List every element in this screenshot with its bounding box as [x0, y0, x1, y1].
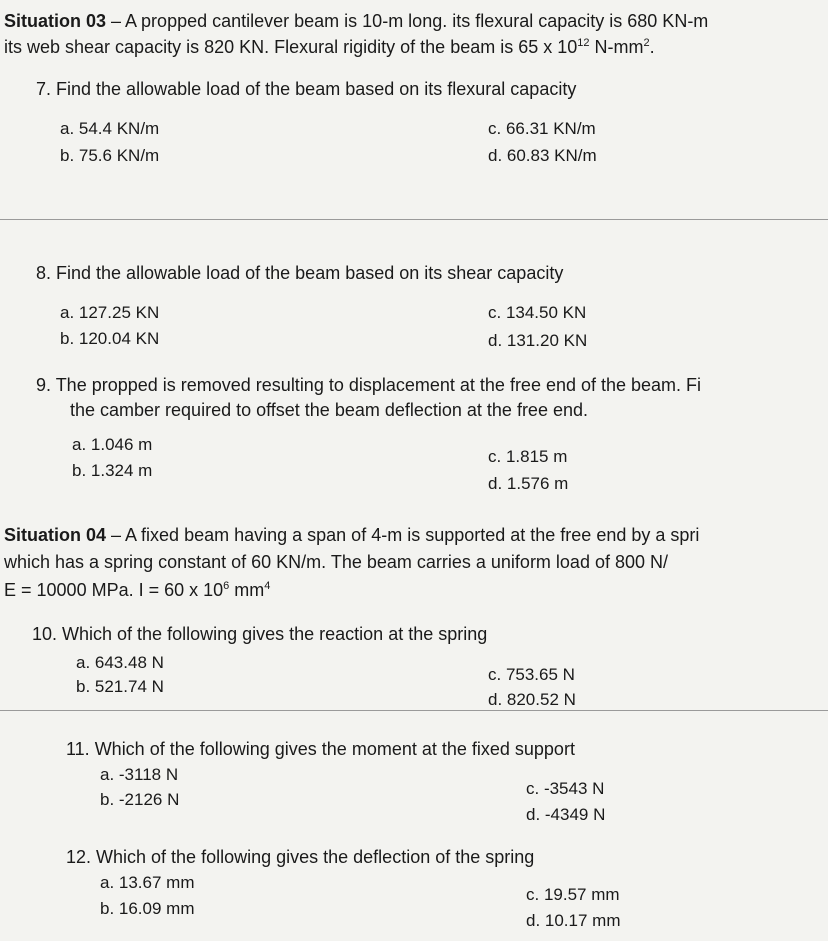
situation4-line1 [4, 524, 699, 546]
situation4-line3 [4, 579, 270, 601]
period: . [649, 37, 655, 57]
q9-option-d[interactable]: d. 1.576 m [488, 474, 569, 493]
section-divider [0, 710, 828, 711]
situation3-line1 [4, 10, 708, 32]
situation3-heading: Situation 03 [4, 11, 107, 31]
exponent: 2 [643, 37, 650, 49]
question-9-line1: 9. The propped is removed resulting to displacement at the free end of the beam. Fi [36, 375, 702, 395]
q7-option-d[interactable]: d. 60.83 KN/m [488, 146, 597, 165]
question-9-line2: the camber required to offset the beam deflection at the free end. [70, 400, 588, 420]
unit-text: N-mm [589, 37, 644, 57]
q8-option-a[interactable]: a. 127.25 KN [60, 303, 160, 322]
q10-option-c[interactable]: c. 753.65 N [488, 665, 575, 684]
q8-option-d[interactable]: d. 131.20 KN [488, 331, 588, 350]
situation4-line2: which has a spring constant of 60 KN/m. The beam carries a uniform load of 800 N/ [4, 552, 669, 572]
q11-option-d[interactable]: d. -4349 N [526, 805, 606, 824]
q7-option-a[interactable]: a. 54.4 KN/m [60, 119, 160, 138]
situation3-line2 [4, 36, 655, 58]
q7-option-c[interactable]: c. 66.31 KN/m [488, 119, 596, 138]
situation3-text: – A propped cantilever beam is 10-m long. its flexural capacity is 680 KN-m [106, 11, 709, 31]
q10-option-b[interactable]: b. 521.74 N [76, 677, 164, 696]
question-10: 10. Which of the following gives the reaction at the spring [32, 624, 488, 644]
q12-option-d[interactable]: d. 10.17 mm [526, 911, 621, 930]
exponent: 6 [223, 580, 230, 592]
q10-option-a[interactable]: a. 643.48 N [76, 653, 164, 672]
question-11: 11. Which of the following gives the moment at the fixed support [66, 739, 575, 759]
q11-option-c[interactable]: c. -3543 N [526, 779, 605, 798]
situation4-text: – A fixed beam having a span of 4-m is supported at the free end by a spri [106, 525, 700, 545]
question-8: 8. Find the allowable load of the beam based on its shear capacity [36, 263, 564, 283]
q9-option-c[interactable]: c. 1.815 m [488, 447, 568, 466]
question-7: 7. Find the allowable load of the beam based on its flexural capacity [36, 79, 577, 99]
q8-option-c[interactable]: c. 134.50 KN [488, 303, 587, 322]
q12-option-c[interactable]: c. 19.57 mm [526, 885, 620, 904]
exponent: 12 [577, 37, 590, 49]
q7-option-b[interactable]: b. 75.6 KN/m [60, 146, 160, 165]
section-divider [0, 219, 828, 220]
q11-option-b[interactable]: b. -2126 N [100, 790, 180, 809]
situation4-heading: Situation 04 [4, 525, 107, 545]
q12-option-a[interactable]: a. 13.67 mm [100, 873, 195, 892]
q10-option-d[interactable]: d. 820.52 N [488, 690, 576, 709]
q12-option-b[interactable]: b. 16.09 mm [100, 899, 195, 918]
q9-option-b[interactable]: b. 1.324 m [72, 461, 153, 480]
question-12: 12. Which of the following gives the deflection of the spring [66, 847, 535, 867]
exponent: 4 [264, 580, 271, 592]
q11-option-a[interactable]: a. -3118 N [100, 765, 179, 784]
situation3-line2-text: its web shear capacity is 820 KN. Flexural rigidity of the beam is 65 x 10 [4, 37, 578, 57]
unit-text: mm [229, 580, 265, 600]
situation4-line3-text: E = 10000 MPa. I = 60 x 10 [4, 580, 224, 600]
q8-option-b[interactable]: b. 120.04 KN [60, 329, 160, 348]
q9-option-a[interactable]: a. 1.046 m [72, 435, 153, 454]
